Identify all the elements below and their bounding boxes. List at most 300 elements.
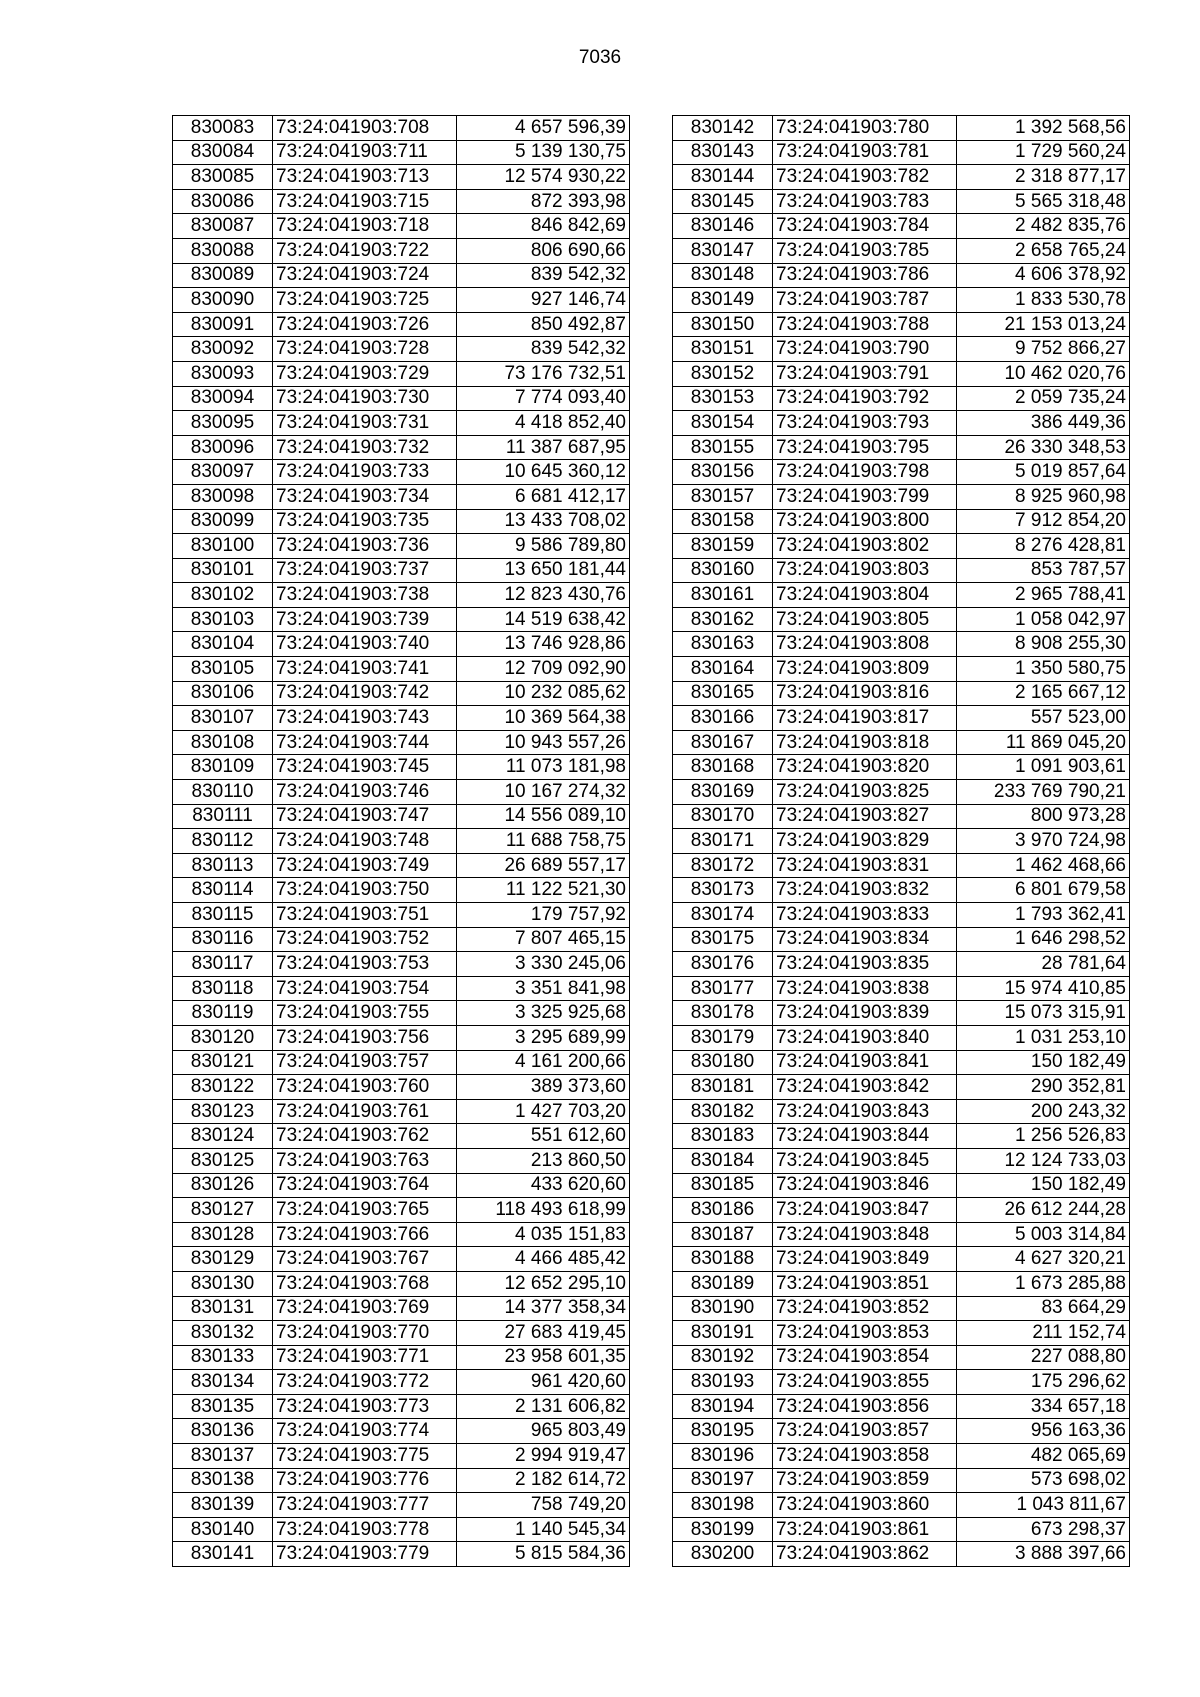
parcel-number-cell: 830100 — [173, 534, 273, 559]
value-cell: 850 492,87 — [457, 312, 630, 337]
cadastral-number-cell: 73:24:041903:708 — [273, 116, 457, 141]
value-cell: 12 124 733,03 — [957, 1148, 1130, 1173]
cadastral-number-cell: 73:24:041903:778 — [273, 1517, 457, 1542]
value-cell: 3 330 245,06 — [457, 952, 630, 977]
parcel-number-cell: 830138 — [173, 1468, 273, 1493]
value-cell: 150 182,49 — [957, 1173, 1130, 1198]
value-cell: 10 943 557,26 — [457, 730, 630, 755]
cadastral-number-cell: 73:24:041903:760 — [273, 1075, 457, 1100]
table-row — [173, 558, 630, 583]
parcel-number-cell: 830144 — [673, 165, 773, 190]
value-cell: 233 769 790,21 — [957, 780, 1130, 805]
parcel-number-cell: 830148 — [673, 263, 773, 288]
parcel-number-cell: 830118 — [173, 976, 273, 1001]
cadastral-number-cell: 73:24:041903:736 — [273, 534, 457, 559]
cadastral-number-cell: 73:24:041903:787 — [773, 288, 957, 313]
value-cell: 1 043 811,67 — [957, 1493, 1130, 1518]
table-row — [173, 804, 630, 829]
parcel-number-cell: 830166 — [673, 706, 773, 731]
table-row — [673, 1001, 1130, 1026]
value-cell: 3 888 397,66 — [957, 1542, 1130, 1567]
cadastral-number-cell: 73:24:041903:771 — [273, 1345, 457, 1370]
value-cell: 839 542,32 — [457, 263, 630, 288]
parcel-number-cell: 830094 — [173, 386, 273, 411]
value-cell: 3 351 841,98 — [457, 976, 630, 1001]
table-row — [173, 1099, 630, 1124]
parcel-number-cell: 830105 — [173, 657, 273, 682]
cadastral-number-cell: 73:24:041903:835 — [773, 952, 957, 977]
value-cell: 1 462 468,66 — [957, 853, 1130, 878]
table-row — [173, 657, 630, 682]
parcel-number-cell: 830126 — [173, 1173, 273, 1198]
cadastral-number-cell: 73:24:041903:753 — [273, 952, 457, 977]
cadastral-number-cell: 73:24:041903:798 — [773, 460, 957, 485]
data-table-right — [672, 115, 1130, 1567]
value-cell: 8 925 960,98 — [957, 484, 1130, 509]
table-row — [673, 583, 1130, 608]
parcel-number-cell: 830182 — [673, 1099, 773, 1124]
cadastral-number-cell: 73:24:041903:832 — [773, 878, 957, 903]
value-cell: 12 823 430,76 — [457, 583, 630, 608]
value-cell: 1 673 285,88 — [957, 1271, 1130, 1296]
table-row — [173, 976, 630, 1001]
table-row — [673, 1394, 1130, 1419]
value-cell: 8 276 428,81 — [957, 534, 1130, 559]
parcel-number-cell: 830119 — [173, 1001, 273, 1026]
cadastral-number-cell: 73:24:041903:802 — [773, 534, 957, 559]
value-cell: 1 140 545,34 — [457, 1517, 630, 1542]
table-row — [173, 829, 630, 854]
cadastral-number-cell: 73:24:041903:862 — [773, 1542, 957, 1567]
value-cell: 853 787,57 — [957, 558, 1130, 583]
cadastral-number-cell: 73:24:041903:838 — [773, 976, 957, 1001]
cadastral-number-cell: 73:24:041903:768 — [273, 1271, 457, 1296]
table-row — [673, 1321, 1130, 1346]
table-row — [673, 435, 1130, 460]
cadastral-number-cell: 73:24:041903:799 — [773, 484, 957, 509]
cadastral-number-cell: 73:24:041903:754 — [273, 976, 457, 1001]
table-row — [673, 829, 1130, 854]
value-cell: 4 035 151,83 — [457, 1222, 630, 1247]
parcel-number-cell: 830135 — [173, 1394, 273, 1419]
table-row — [173, 411, 630, 436]
value-cell: 290 352,81 — [957, 1075, 1130, 1100]
parcel-number-cell: 830113 — [173, 853, 273, 878]
table-row — [673, 1099, 1130, 1124]
parcel-number-cell: 830117 — [173, 952, 273, 977]
cadastral-number-cell: 73:24:041903:729 — [273, 361, 457, 386]
cadastral-number-cell: 73:24:041903:825 — [773, 780, 957, 805]
table-row — [673, 1468, 1130, 1493]
value-cell: 11 387 687,95 — [457, 435, 630, 460]
value-cell: 551 612,60 — [457, 1124, 630, 1149]
parcel-number-cell: 830188 — [673, 1247, 773, 1272]
table-row — [673, 1542, 1130, 1567]
value-cell: 433 620,60 — [457, 1173, 630, 1198]
table-row — [173, 607, 630, 632]
parcel-number-cell: 830085 — [173, 165, 273, 190]
table-row — [673, 460, 1130, 485]
cadastral-number-cell: 73:24:041903:861 — [773, 1517, 957, 1542]
value-cell: 4 161 200,66 — [457, 1050, 630, 1075]
cadastral-number-cell: 73:24:041903:755 — [273, 1001, 457, 1026]
cadastral-number-cell: 73:24:041903:746 — [273, 780, 457, 805]
page-number: 7036 — [578, 47, 622, 68]
parcel-number-cell: 830170 — [673, 804, 773, 829]
value-cell: 4 418 852,40 — [457, 411, 630, 436]
cadastral-number-cell: 73:24:041903:732 — [273, 435, 457, 460]
value-cell: 11 073 181,98 — [457, 755, 630, 780]
parcel-number-cell: 830195 — [673, 1419, 773, 1444]
table-row — [673, 681, 1130, 706]
parcel-number-cell: 830096 — [173, 435, 273, 460]
cadastral-number-cell: 73:24:041903:852 — [773, 1296, 957, 1321]
cadastral-number-cell: 73:24:041903:761 — [273, 1099, 457, 1124]
cadastral-number-cell: 73:24:041903:737 — [273, 558, 457, 583]
cadastral-number-cell: 73:24:041903:783 — [773, 189, 957, 214]
cadastral-number-cell: 73:24:041903:800 — [773, 509, 957, 534]
table-row — [173, 632, 630, 657]
parcel-number-cell: 830158 — [673, 509, 773, 534]
table-body — [173, 116, 630, 1567]
cadastral-number-cell: 73:24:041903:711 — [273, 140, 457, 165]
cadastral-number-cell: 73:24:041903:742 — [273, 681, 457, 706]
parcel-number-cell: 830123 — [173, 1099, 273, 1124]
parcel-number-cell: 830162 — [673, 607, 773, 632]
cadastral-number-cell: 73:24:041903:748 — [273, 829, 457, 854]
value-cell: 200 243,32 — [957, 1099, 1130, 1124]
table-row — [673, 337, 1130, 362]
value-cell: 12 709 092,90 — [457, 657, 630, 682]
cadastral-number-cell: 73:24:041903:739 — [273, 607, 457, 632]
parcel-number-cell: 830099 — [173, 509, 273, 534]
value-cell: 846 842,69 — [457, 214, 630, 239]
value-cell: 211 152,74 — [957, 1321, 1130, 1346]
table-row — [173, 1419, 630, 1444]
parcel-number-cell: 830131 — [173, 1296, 273, 1321]
value-cell: 83 664,29 — [957, 1296, 1130, 1321]
table-row — [173, 952, 630, 977]
value-cell: 11 688 758,75 — [457, 829, 630, 854]
cadastral-number-cell: 73:24:041903:745 — [273, 755, 457, 780]
table-row — [173, 509, 630, 534]
value-cell: 482 065,69 — [957, 1444, 1130, 1469]
cadastral-number-cell: 73:24:041903:734 — [273, 484, 457, 509]
table-row — [673, 1198, 1130, 1223]
cadastral-number-cell: 73:24:041903:767 — [273, 1247, 457, 1272]
parcel-number-cell: 830151 — [673, 337, 773, 362]
table-row — [173, 214, 630, 239]
value-cell: 15 073 315,91 — [957, 1001, 1130, 1026]
value-cell: 118 493 618,99 — [457, 1198, 630, 1223]
cadastral-number-cell: 73:24:041903:772 — [273, 1370, 457, 1395]
table-row — [673, 1075, 1130, 1100]
table-body — [673, 116, 1130, 1567]
value-cell: 5 815 584,36 — [457, 1542, 630, 1567]
table-row — [173, 1271, 630, 1296]
value-cell: 2 165 667,12 — [957, 681, 1130, 706]
value-cell: 26 330 348,53 — [957, 435, 1130, 460]
parcel-number-cell: 830178 — [673, 1001, 773, 1026]
value-cell: 13 746 928,86 — [457, 632, 630, 657]
table-row — [673, 558, 1130, 583]
cadastral-number-cell: 73:24:041903:744 — [273, 730, 457, 755]
cadastral-number-cell: 73:24:041903:726 — [273, 312, 457, 337]
value-cell: 673 298,37 — [957, 1517, 1130, 1542]
cadastral-number-cell: 73:24:041903:777 — [273, 1493, 457, 1518]
table-row — [673, 1296, 1130, 1321]
parcel-number-cell: 830106 — [173, 681, 273, 706]
parcel-number-cell: 830088 — [173, 238, 273, 263]
parcel-number-cell: 830121 — [173, 1050, 273, 1075]
parcel-number-cell: 830136 — [173, 1419, 273, 1444]
cadastral-number-cell: 73:24:041903:817 — [773, 706, 957, 731]
parcel-number-cell: 830156 — [673, 460, 773, 485]
table-row — [173, 1321, 630, 1346]
table-row — [173, 263, 630, 288]
value-cell: 21 153 013,24 — [957, 312, 1130, 337]
table-row — [173, 337, 630, 362]
parcel-number-cell: 830140 — [173, 1517, 273, 1542]
value-cell: 1 833 530,78 — [957, 288, 1130, 313]
parcel-number-cell: 830175 — [673, 927, 773, 952]
parcel-number-cell: 830122 — [173, 1075, 273, 1100]
parcel-number-cell: 830181 — [673, 1075, 773, 1100]
cadastral-number-cell: 73:24:041903:756 — [273, 1025, 457, 1050]
value-cell: 10 369 564,38 — [457, 706, 630, 731]
parcel-number-cell: 830147 — [673, 238, 773, 263]
table-row — [673, 706, 1130, 731]
parcel-number-cell: 830191 — [673, 1321, 773, 1346]
cadastral-number-cell: 73:24:041903:820 — [773, 755, 957, 780]
parcel-number-cell: 830132 — [173, 1321, 273, 1346]
cadastral-number-cell: 73:24:041903:841 — [773, 1050, 957, 1075]
cadastral-number-cell: 73:24:041903:847 — [773, 1198, 957, 1223]
parcel-number-cell: 830130 — [173, 1271, 273, 1296]
value-cell: 9 752 866,27 — [957, 337, 1130, 362]
value-cell: 965 803,49 — [457, 1419, 630, 1444]
parcel-number-cell: 830101 — [173, 558, 273, 583]
table-row — [673, 1271, 1130, 1296]
value-cell: 28 781,64 — [957, 952, 1130, 977]
table-row — [673, 903, 1130, 928]
parcel-number-cell: 830084 — [173, 140, 273, 165]
value-cell: 6 681 412,17 — [457, 484, 630, 509]
parcel-number-cell: 830154 — [673, 411, 773, 436]
cadastral-number-cell: 73:24:041903:750 — [273, 878, 457, 903]
cadastral-number-cell: 73:24:041903:735 — [273, 509, 457, 534]
cadastral-number-cell: 73:24:041903:779 — [273, 1542, 457, 1567]
table-row — [673, 263, 1130, 288]
table-row — [173, 1001, 630, 1026]
table-row — [673, 386, 1130, 411]
value-cell: 227 088,80 — [957, 1345, 1130, 1370]
table-row — [673, 1050, 1130, 1075]
cadastral-number-cell: 73:24:041903:818 — [773, 730, 957, 755]
table-row — [173, 1198, 630, 1223]
value-cell: 2 482 835,76 — [957, 214, 1130, 239]
parcel-number-cell: 830145 — [673, 189, 773, 214]
parcel-number-cell: 830197 — [673, 1468, 773, 1493]
parcel-number-cell: 830180 — [673, 1050, 773, 1075]
cadastral-number-cell: 73:24:041903:713 — [273, 165, 457, 190]
table-row — [673, 1517, 1130, 1542]
value-cell: 2 131 606,82 — [457, 1394, 630, 1419]
table-row — [173, 755, 630, 780]
value-cell: 12 574 930,22 — [457, 165, 630, 190]
table-row — [173, 116, 630, 141]
value-cell: 5 003 314,84 — [957, 1222, 1130, 1247]
value-cell: 839 542,32 — [457, 337, 630, 362]
value-cell: 1 646 298,52 — [957, 927, 1130, 952]
parcel-number-cell: 830196 — [673, 1444, 773, 1469]
value-cell: 13 650 181,44 — [457, 558, 630, 583]
value-cell: 2 318 877,17 — [957, 165, 1130, 190]
cadastral-number-cell: 73:24:041903:788 — [773, 312, 957, 337]
parcel-number-cell: 830120 — [173, 1025, 273, 1050]
cadastral-number-cell: 73:24:041903:724 — [273, 263, 457, 288]
table-row — [173, 189, 630, 214]
table-row — [673, 730, 1130, 755]
parcel-number-cell: 830092 — [173, 337, 273, 362]
value-cell: 1 058 042,97 — [957, 607, 1130, 632]
value-cell: 10 167 274,32 — [457, 780, 630, 805]
cadastral-number-cell: 73:24:041903:859 — [773, 1468, 957, 1493]
value-cell: 3 325 925,68 — [457, 1001, 630, 1026]
cadastral-number-cell: 73:24:041903:769 — [273, 1296, 457, 1321]
value-cell: 7 912 854,20 — [957, 509, 1130, 534]
value-cell: 26 612 244,28 — [957, 1198, 1130, 1223]
cadastral-number-cell: 73:24:041903:829 — [773, 829, 957, 854]
cadastral-number-cell: 73:24:041903:816 — [773, 681, 957, 706]
cadastral-number-cell: 73:24:041903:840 — [773, 1025, 957, 1050]
table-row — [173, 1124, 630, 1149]
value-cell: 8 908 255,30 — [957, 632, 1130, 657]
table-row — [173, 903, 630, 928]
cadastral-number-cell: 73:24:041903:831 — [773, 853, 957, 878]
parcel-number-cell: 830086 — [173, 189, 273, 214]
table-row — [673, 607, 1130, 632]
table-row — [173, 1542, 630, 1567]
value-cell: 2 182 614,72 — [457, 1468, 630, 1493]
table-row — [173, 1148, 630, 1173]
table-row — [173, 484, 630, 509]
cadastral-number-cell: 73:24:041903:731 — [273, 411, 457, 436]
cadastral-number-cell: 73:24:041903:845 — [773, 1148, 957, 1173]
cadastral-number-cell: 73:24:041903:747 — [273, 804, 457, 829]
table-row — [173, 1468, 630, 1493]
value-cell: 14 556 089,10 — [457, 804, 630, 829]
table-row — [673, 1345, 1130, 1370]
table-row — [673, 755, 1130, 780]
parcel-number-cell: 830194 — [673, 1394, 773, 1419]
table-row — [673, 214, 1130, 239]
value-cell: 3 295 689,99 — [457, 1025, 630, 1050]
parcel-number-cell: 830112 — [173, 829, 273, 854]
cadastral-number-cell: 73:24:041903:791 — [773, 361, 957, 386]
cadastral-number-cell: 73:24:041903:782 — [773, 165, 957, 190]
parcel-number-cell: 830200 — [673, 1542, 773, 1567]
cadastral-number-cell: 73:24:041903:741 — [273, 657, 457, 682]
value-cell: 73 176 732,51 — [457, 361, 630, 386]
parcel-number-cell: 830169 — [673, 780, 773, 805]
parcel-number-cell: 830116 — [173, 927, 273, 952]
value-cell: 1 256 526,83 — [957, 1124, 1130, 1149]
value-cell: 23 958 601,35 — [457, 1345, 630, 1370]
parcel-number-cell: 830110 — [173, 780, 273, 805]
parcel-number-cell: 830125 — [173, 1148, 273, 1173]
cadastral-number-cell: 73:24:041903:781 — [773, 140, 957, 165]
table-row — [673, 534, 1130, 559]
cadastral-number-cell: 73:24:041903:763 — [273, 1148, 457, 1173]
value-cell: 14 377 358,34 — [457, 1296, 630, 1321]
table-row — [173, 1517, 630, 1542]
cadastral-number-cell: 73:24:041903:752 — [273, 927, 457, 952]
table-row — [673, 657, 1130, 682]
parcel-number-cell: 830091 — [173, 312, 273, 337]
cadastral-number-cell: 73:24:041903:786 — [773, 263, 957, 288]
table-row — [673, 1025, 1130, 1050]
cadastral-number-cell: 73:24:041903:851 — [773, 1271, 957, 1296]
value-cell: 800 973,28 — [957, 804, 1130, 829]
value-cell: 1 729 560,24 — [957, 140, 1130, 165]
table-row — [673, 1173, 1130, 1198]
value-cell: 1 031 253,10 — [957, 1025, 1130, 1050]
cadastral-number-cell: 73:24:041903:843 — [773, 1099, 957, 1124]
parcel-number-cell: 830160 — [673, 558, 773, 583]
table-row — [673, 140, 1130, 165]
value-cell: 5 565 318,48 — [957, 189, 1130, 214]
value-cell: 27 683 419,45 — [457, 1321, 630, 1346]
parcel-number-cell: 830161 — [673, 583, 773, 608]
cadastral-number-cell: 73:24:041903:842 — [773, 1075, 957, 1100]
parcel-number-cell: 830103 — [173, 607, 273, 632]
table-row — [173, 780, 630, 805]
value-cell: 1 392 568,56 — [957, 116, 1130, 141]
cadastral-number-cell: 73:24:041903:764 — [273, 1173, 457, 1198]
cadastral-number-cell: 73:24:041903:738 — [273, 583, 457, 608]
table-row — [173, 1173, 630, 1198]
cadastral-number-cell: 73:24:041903:792 — [773, 386, 957, 411]
parcel-number-cell: 830174 — [673, 903, 773, 928]
table-row — [673, 1493, 1130, 1518]
value-cell: 150 182,49 — [957, 1050, 1130, 1075]
cadastral-number-cell: 73:24:041903:780 — [773, 116, 957, 141]
value-cell: 10 645 360,12 — [457, 460, 630, 485]
parcel-number-cell: 830185 — [673, 1173, 773, 1198]
parcel-number-cell: 830179 — [673, 1025, 773, 1050]
value-cell: 175 296,62 — [957, 1370, 1130, 1395]
value-cell: 4 606 378,92 — [957, 263, 1130, 288]
parcel-number-cell: 830164 — [673, 657, 773, 682]
parcel-number-cell: 830176 — [673, 952, 773, 977]
value-cell: 26 689 557,17 — [457, 853, 630, 878]
parcel-number-cell: 830137 — [173, 1444, 273, 1469]
value-cell: 1 350 580,75 — [957, 657, 1130, 682]
cadastral-number-cell: 73:24:041903:860 — [773, 1493, 957, 1518]
parcel-number-cell: 830089 — [173, 263, 273, 288]
table-row — [173, 1493, 630, 1518]
value-cell: 3 970 724,98 — [957, 829, 1130, 854]
value-cell: 6 801 679,58 — [957, 878, 1130, 903]
cadastral-number-cell: 73:24:041903:805 — [773, 607, 957, 632]
value-cell: 573 698,02 — [957, 1468, 1130, 1493]
parcel-number-cell: 830186 — [673, 1198, 773, 1223]
table-row — [173, 361, 630, 386]
parcel-number-cell: 830157 — [673, 484, 773, 509]
parcel-number-cell: 830139 — [173, 1493, 273, 1518]
table-row — [173, 1370, 630, 1395]
